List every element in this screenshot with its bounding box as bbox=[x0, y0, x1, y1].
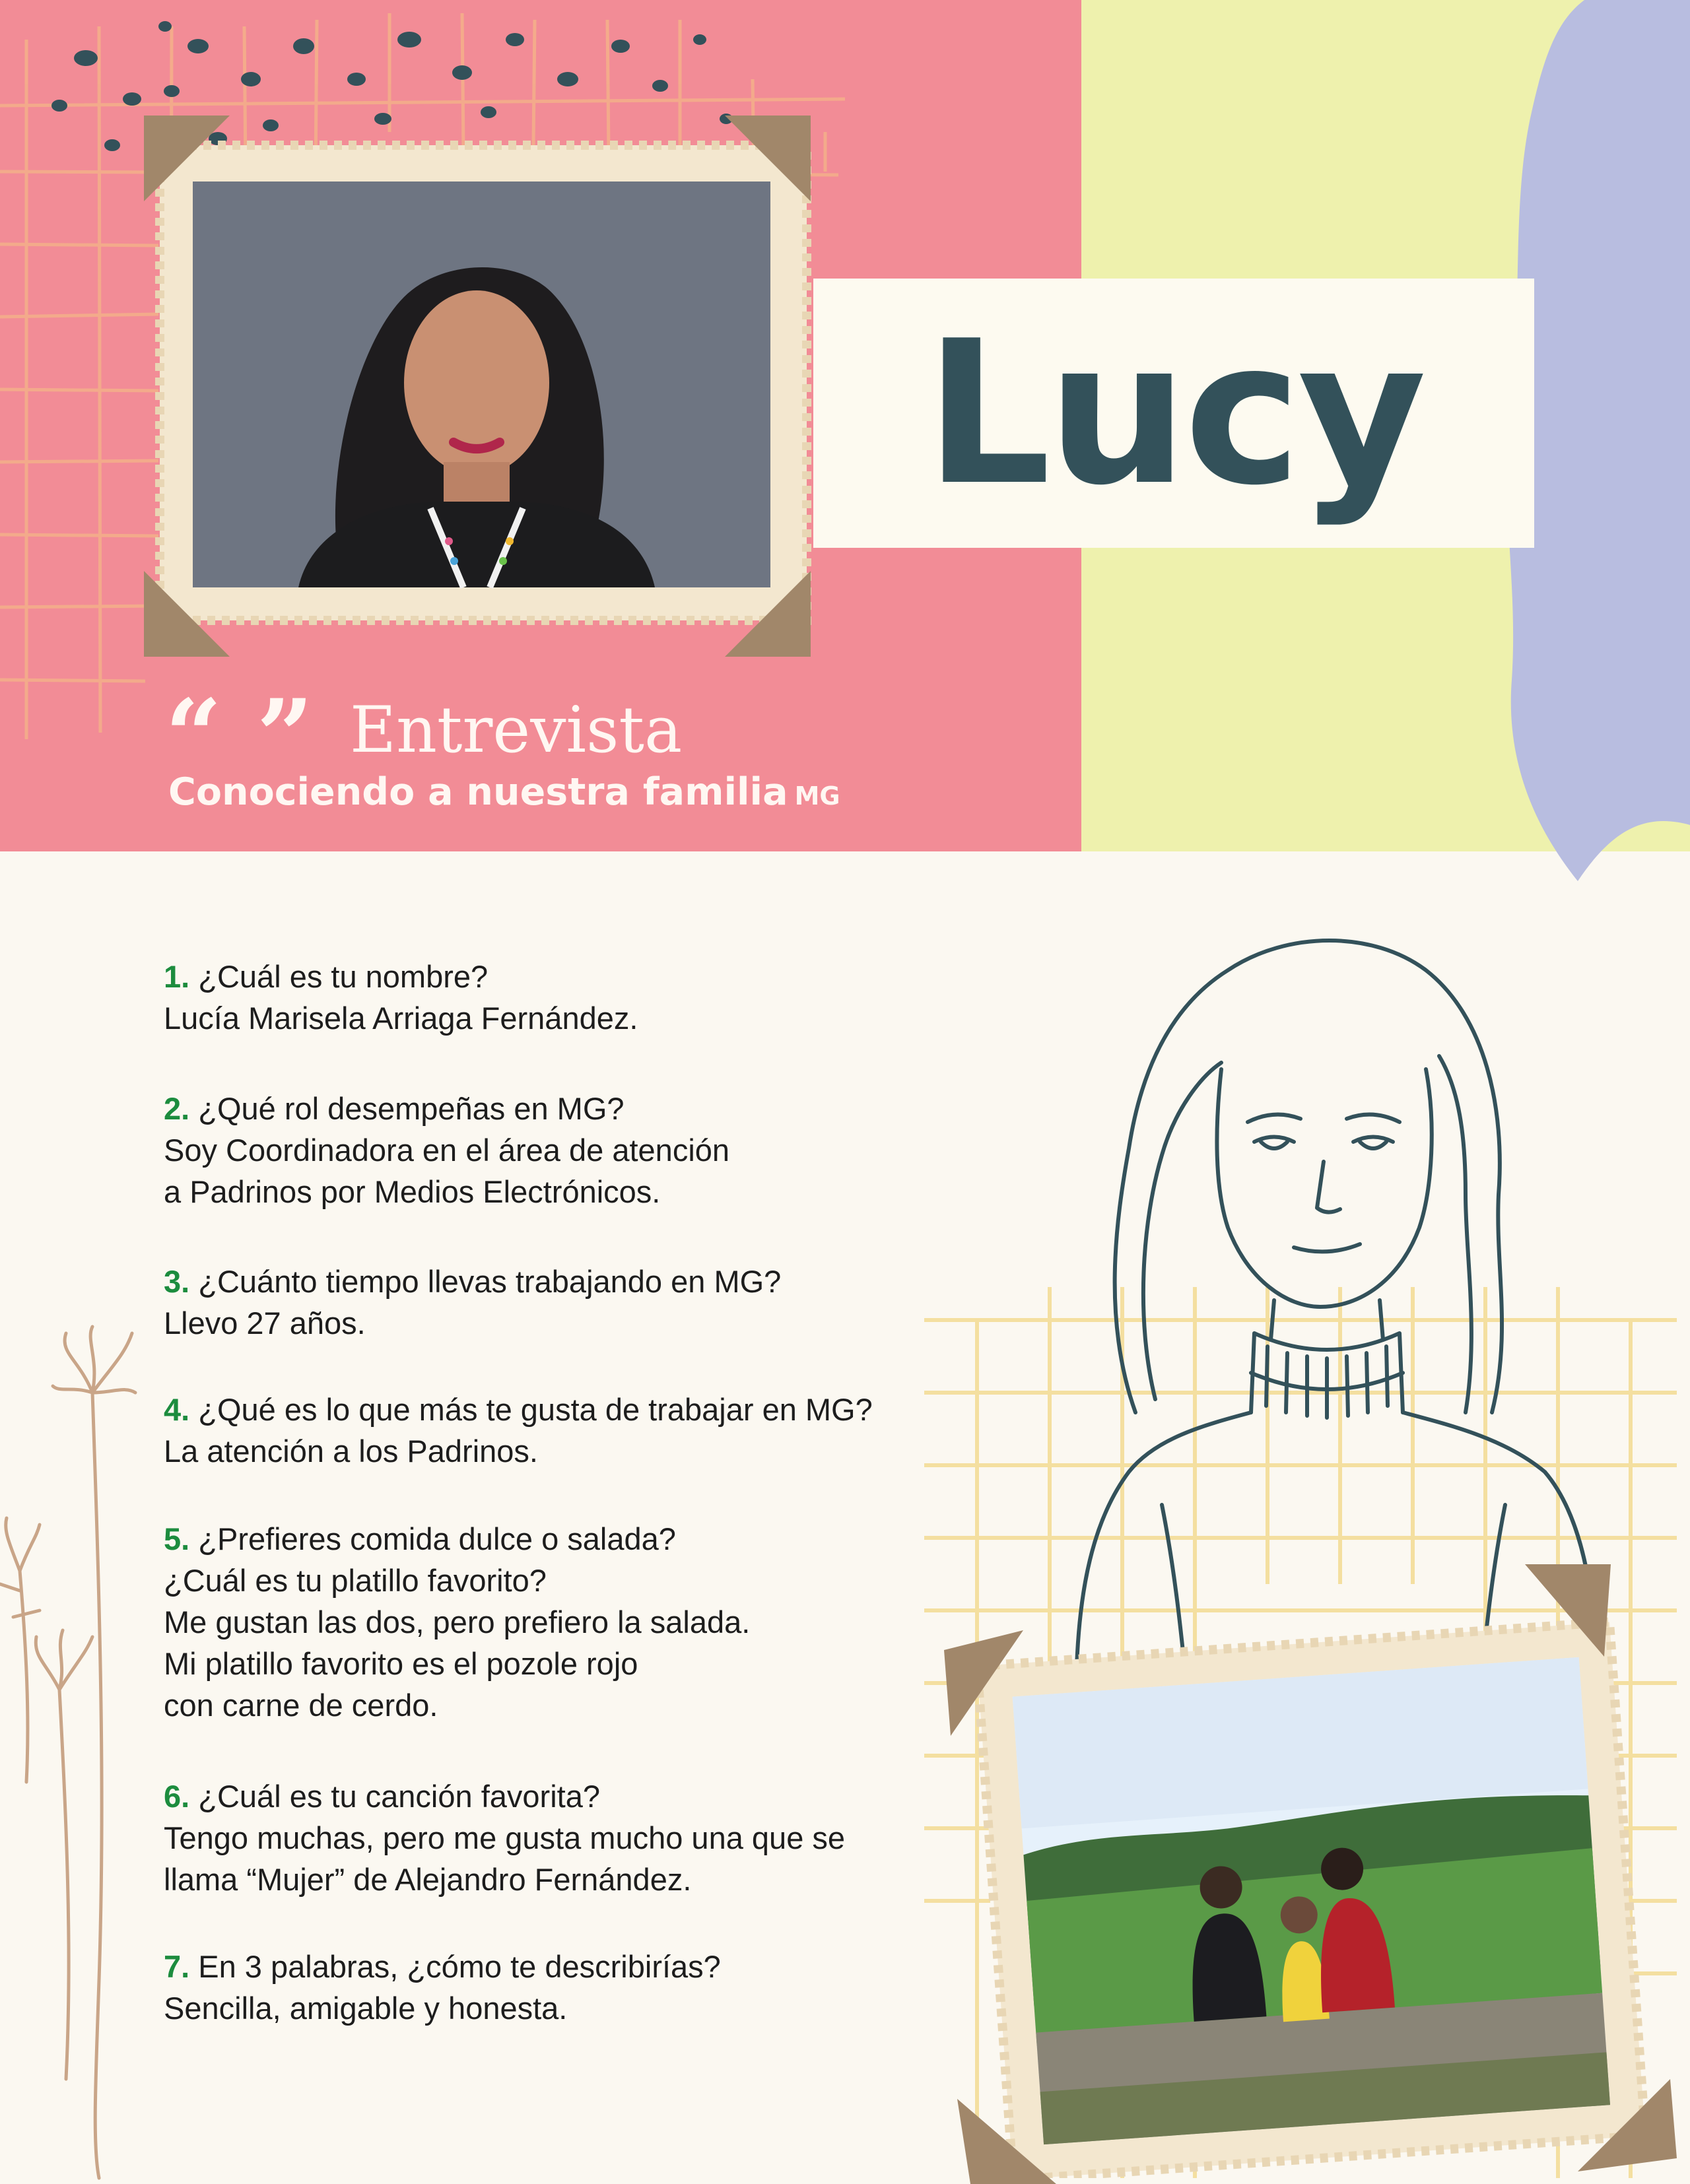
qa-number: 5. bbox=[164, 1521, 190, 1556]
qa-number: 4. bbox=[164, 1392, 190, 1427]
qa-question: ¿Qué rol desempeñas en MG? bbox=[198, 1091, 625, 1126]
qa-answer: Tengo muchas, pero me gusta mucho una que se llama “Mujer” de Alejandro Fernández. bbox=[164, 1820, 846, 1897]
qa-question: ¿Cuál es tu canción favorita? bbox=[198, 1779, 600, 1814]
qa-number: 1. bbox=[164, 959, 190, 994]
qa-item-7 bbox=[164, 1946, 943, 2029]
qa-item-3 bbox=[164, 1261, 943, 1344]
qa-number: 2. bbox=[164, 1091, 190, 1126]
section-title: Entrevista bbox=[350, 693, 683, 767]
qa-number: 7. bbox=[164, 1949, 190, 1984]
qa-item-4 bbox=[164, 1389, 943, 1472]
qa-question: ¿Prefieres comida dulce o salada? ¿Cuál es tu platillo favorito? bbox=[164, 1521, 676, 1598]
qa-item-2 bbox=[164, 1088, 943, 1212]
qa-number: 6. bbox=[164, 1779, 190, 1814]
qa-number: 3. bbox=[164, 1264, 190, 1299]
qa-item-6 bbox=[164, 1775, 943, 1900]
qa-item-1 bbox=[164, 956, 943, 1039]
photo-corners-top bbox=[144, 116, 837, 657]
qa-answer: Llevo 27 años. bbox=[164, 1306, 366, 1340]
qa-item-5 bbox=[164, 1518, 943, 1726]
qa-answer: Sencilla, amigable y honesta. bbox=[164, 1991, 568, 2026]
qa-answer: Me gustan las dos, pero prefiero la salada. Mi platillo favorito es el pozole rojo con carne de cerdo. bbox=[164, 1605, 751, 1723]
quote-marks-icon: “ ” bbox=[165, 678, 314, 794]
section-subtitle-mark: MG bbox=[794, 781, 840, 811]
plant-illustration bbox=[0, 1327, 135, 2178]
section-subtitle-text: Conociendo a nuestra familia bbox=[168, 770, 788, 814]
section-subtitle bbox=[168, 770, 840, 814]
interview-list bbox=[164, 956, 943, 1039]
lavender-blob-shape bbox=[1507, 0, 1690, 881]
qa-answer: La atención a los Padrinos. bbox=[164, 1434, 538, 1469]
qa-question: ¿Qué es lo que más te gusta de trabajar en MG? bbox=[198, 1392, 873, 1427]
family-photo-corners bbox=[944, 1564, 1677, 2184]
qa-answer: Lucía Marisela Arriaga Fernández. bbox=[164, 1001, 638, 1036]
profile-name: Lucy bbox=[924, 298, 1423, 529]
qa-answer: Soy Coordinadora en el área de atención a Padrinos por Medios Electrónicos. bbox=[164, 1133, 730, 1209]
qa-question: ¿Cuánto tiempo llevas trabajando en MG? bbox=[198, 1264, 782, 1299]
qa-question: En 3 palabras, ¿cómo te describirías? bbox=[198, 1949, 721, 1984]
qa-question: ¿Cuál es tu nombre? bbox=[198, 959, 489, 994]
